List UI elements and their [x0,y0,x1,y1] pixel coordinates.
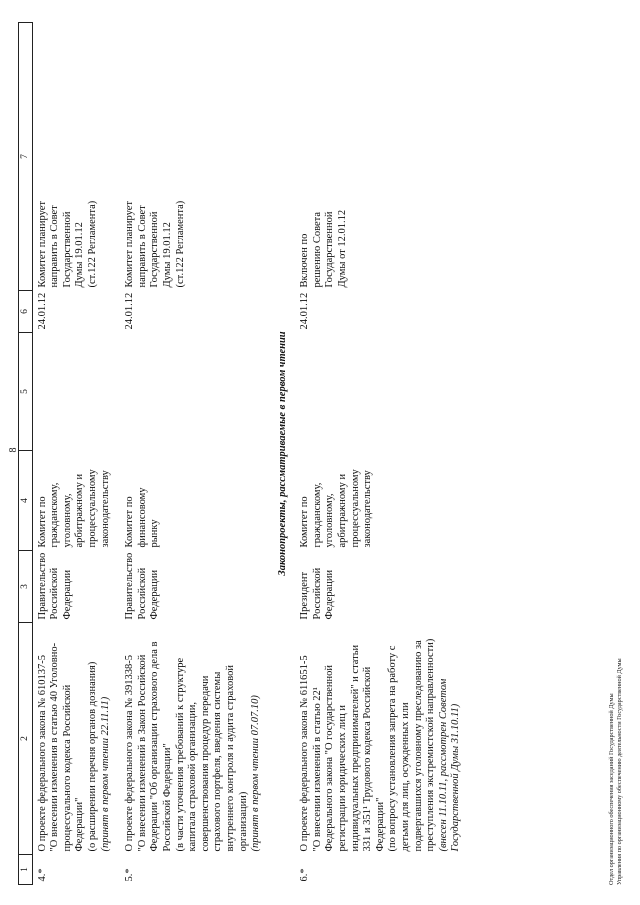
column-header: 7 [19,23,33,291]
committee-line: Комитет по [299,496,311,548]
bill-title-line: преступления экстремистской направленности) [425,638,437,852]
table-row [295,23,471,885]
bill-title-line: Федерации" [74,797,86,852]
bill-title-line: организации) [237,791,249,852]
bill-title-line: регистрации юридических лиц и [337,705,349,852]
remark-line: направить в Совет [49,205,61,288]
committee-line: уголовному, [61,493,73,548]
bill-title-line: процессуального кодекса Российской [61,684,73,852]
committee-line: гражданскому, [311,482,323,548]
bill-title-line: 331 и 351¹ Трудового кодекса Российской [362,666,374,852]
initiator-line: Правительство [124,552,136,620]
column-header: 4 [19,451,33,551]
column-header-row [19,23,33,885]
committee-line: уголовному, [324,493,336,548]
bill-title-line: О проекте федерального закона № 611651-5 [299,655,311,852]
committee-line: финансовому [136,487,148,548]
bill-title-line: Федерации "Об организации страхового дела в [149,641,161,852]
bill-status-note: Государственной Думы 31.10.11) [450,703,462,852]
committee-line: арбитражному и [74,473,86,548]
remark-line: Думы 19.01.12 [74,222,86,288]
bill-title-cell [32,623,120,855]
initiator-cell [32,551,120,623]
date-cell: 24.01.12 [124,292,136,330]
remark-cell [32,23,120,291]
initiator-line: Правительство [36,552,48,620]
column-header: 5 [19,333,33,451]
bill-status-note: (принят в первом чтении 07.07.10) [250,695,262,852]
initiator-line: Российской [136,567,148,620]
initiator-cell [120,551,271,623]
remark-cell [295,23,471,291]
row-number: 5.* [124,868,136,882]
remark-line: Думы от 12.01.12 [337,209,349,288]
col5-cell [120,333,271,451]
footer [608,658,623,885]
bill-title-cell [295,623,471,855]
column-header: 6 [19,291,33,333]
bill-title-line: Федерации" [374,797,386,852]
section-row [271,23,296,885]
footer-line: Управления по организационному обеспечению деятельности Государственной Думы [615,658,623,885]
col5-cell [295,333,471,451]
footer-line: Отдел организационного обеспечения заседаний Государственной Думы [608,693,615,885]
committee-line: арбитражному и [337,473,349,548]
initiator-line: Федерации [149,569,161,620]
remark-cell [120,23,271,291]
bill-title-line: Федерального закона "О государственной [324,665,336,852]
remark-line: Государственной [324,211,336,288]
committee-line: рынку [149,519,161,548]
initiator-cell [295,551,471,623]
bill-title-line: "О внесении изменений в статью 22¹ [311,687,323,852]
remark-line: Комитет планирует [36,201,48,288]
bill-title-line: О проекте федерального закона № 391338-5 [124,654,136,852]
committee-line: гражданскому, [49,482,61,548]
bill-title-line: О проекте федерального закона № 610137-5 [36,654,48,852]
col5-cell [32,333,120,451]
remark-line: Государственной [149,211,161,288]
committee-cell [295,451,471,551]
bill-title-line: совершенствования процедур передачи [199,675,211,852]
agenda-table [18,22,471,885]
date-cell: 24.01.12 [299,292,311,330]
bill-title-cell [120,623,271,855]
initiator-line: Российской [49,567,61,620]
remark-line: Государственной [61,211,73,288]
bill-title-line: (по вопросу установления запрета на работу с [387,645,399,852]
remark-line: решению Совета [311,211,323,288]
committee-line: процессуальному [349,469,361,548]
bill-title-line: детьми для лиц, осужденных или [400,702,412,852]
bill-title-line: "О внесении изменений в Закон Российской [136,654,148,852]
committee-line: Комитет по [36,496,48,548]
bill-title-line: капитала страховой организации, [187,702,199,852]
remark-line: Комитет планирует [124,201,136,288]
committee-line: законодательству [99,470,111,548]
remark-line: Включен по [299,233,311,288]
committee-cell [120,451,271,551]
bill-title-line: (о расширении перечня органов дознания) [86,661,98,852]
date-cell: 24.01.12 [36,292,48,330]
bill-status-note: (принят в первом чтении 22.11.11) [99,696,111,852]
committee-line: Комитет по [124,496,136,548]
page-number: 8 [8,447,19,453]
committee-line: процессуальному [86,469,98,548]
committee-cell [32,451,120,551]
remark-line: направить в Совет [136,205,148,288]
bill-title-line: (в части уточнения требований к структуре [174,657,186,852]
remark-line: (ст.122 Регламента) [86,200,98,288]
committee-line: законодательству [362,470,374,548]
bill-title-line: Российской Федерации" [161,743,173,852]
bill-title-line: подвергавшихся уголовному преследованию за [412,640,424,852]
remark-line: (ст.122 Регламента) [174,200,186,288]
section-heading: Законопроекты, рассматриваемые в первом чтении [276,331,288,576]
bill-title-line: индивидуальных предпринимателей" и статьи [349,644,361,852]
column-header: 1 [19,855,33,885]
bill-status-note: (внесен 11.10.11, рассмотрен Советом [437,678,449,852]
bill-title-line: внутреннего контроля и аудита страховой [224,664,236,852]
row-number: 6.* [299,868,311,882]
bill-title-line: "О внесении изменения в статью 40 Уголовно- [49,642,61,852]
initiator-line: Президент [299,571,311,620]
table-row [32,23,120,885]
table-row [120,23,271,885]
initiator-line: Федерации [324,569,336,620]
bill-title-line: страхового портфеля, введения системы [212,671,224,852]
remark-line: Думы 19.01.12 [161,222,173,288]
initiator-line: Федерации [61,569,73,620]
initiator-line: Российской [311,567,323,620]
column-header: 2 [19,623,33,855]
row-number: 4.* [36,868,48,882]
column-header: 3 [19,551,33,623]
